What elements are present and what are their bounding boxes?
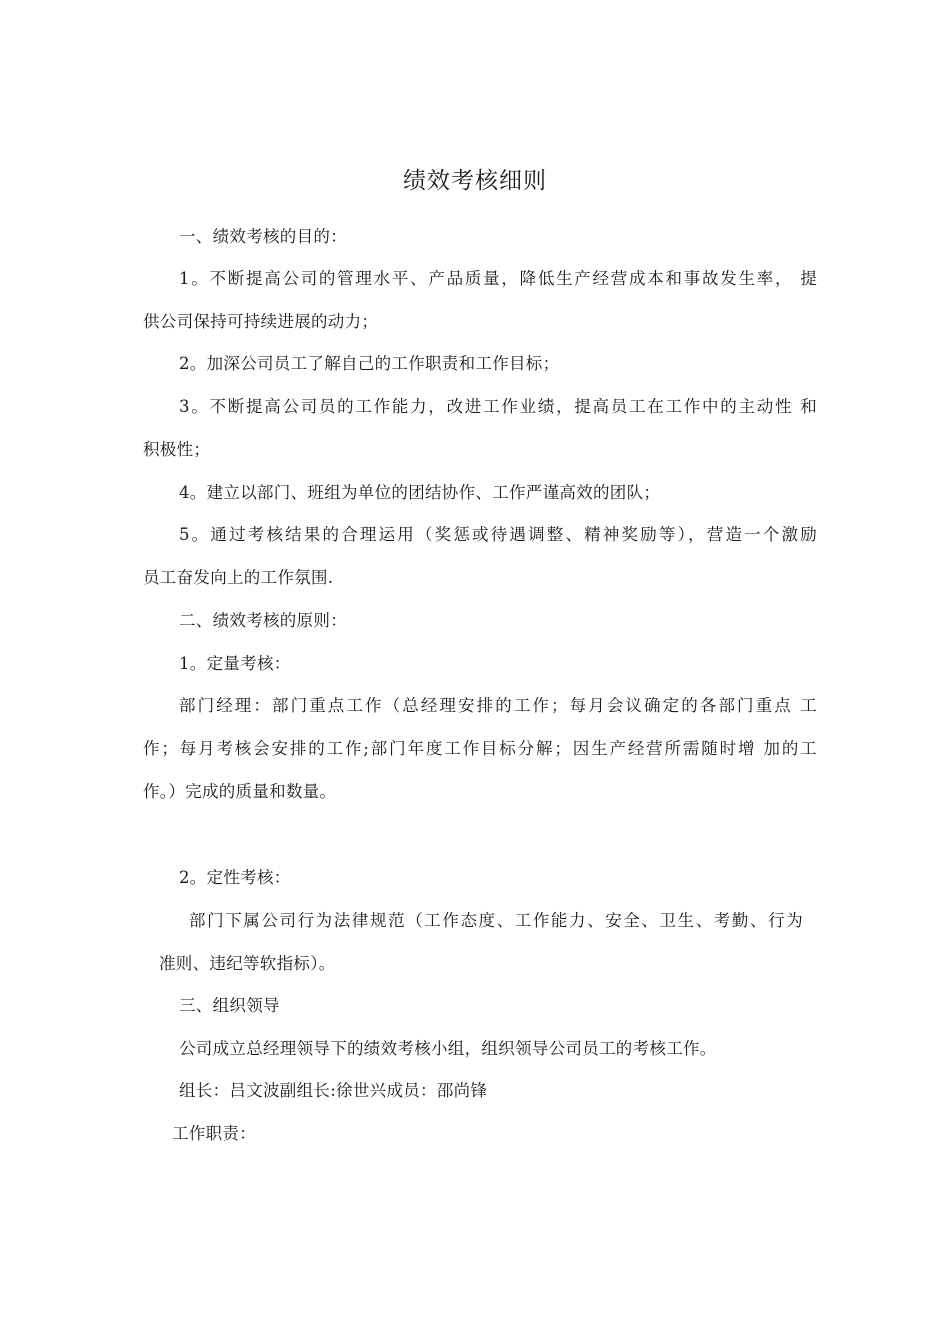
paragraph-line: 准则、违纪等软指标）。 <box>159 954 336 973</box>
paragraph-line: 2。加深公司员工了解自己的工作职责和工作目标； <box>179 354 560 373</box>
paragraph-line: 3。不断提高公司员的工作能力，改进工作业绩，提高员工在工作中的主动性 和 <box>179 397 817 416</box>
subheading-qualitative: 2。定性考核： <box>179 868 291 887</box>
paragraph-line: 员工奋发向上的工作氛围. <box>143 568 334 587</box>
paragraph-line: 部门下属公司行为法律规范（工作态度、工作能力、安全、卫生、考勤、行为 <box>189 911 803 930</box>
paragraph-line: 1。不断提高公司的管理水平、产品质量，降低生产经营成本和事故发生率， 提 <box>179 269 817 288</box>
paragraph-line: 公司成立总经理领导下的绩效考核小组，组织领导公司员工的考核工作。 <box>179 1039 717 1058</box>
paragraph-line: 4。建立以部门、班组为单位的团结协作、工作严谨高效的团队； <box>179 483 661 502</box>
paragraph-line: 供公司保持可持续进展的动力； <box>143 312 379 331</box>
paragraph-line: 5。通过考核结果的合理运用（奖惩或待遇调整、精神奖励等），营造一个激励 <box>179 525 817 544</box>
section-heading-principles: 二、绩效考核的原则： <box>179 611 347 630</box>
paragraph-line: 作。）完成的质量和数量。 <box>143 782 337 801</box>
team-members-line: 组长：吕文波副组长:徐世兴成员：邵尚锋 <box>179 1081 488 1100</box>
paragraph-line: 作；每月考核会安排的工作;部门年度工作目标分解；因生产经营所需随时增 加的工 <box>143 739 817 758</box>
section-heading-organization: 三、组织领导 <box>179 996 280 1015</box>
duties-heading: 工作职责： <box>172 1124 256 1143</box>
paragraph-line: 积极性； <box>143 440 211 459</box>
document-title: 绩效考核细则 <box>403 168 547 194</box>
section-heading-purpose: 一、绩效考核的目的： <box>179 227 347 246</box>
subheading-quantitative: 1。定量考核： <box>179 654 291 673</box>
paragraph-line: 部门经理：部门重点工作（总经理安排的工作；每月会议确定的各部门重点 工 <box>179 696 817 715</box>
